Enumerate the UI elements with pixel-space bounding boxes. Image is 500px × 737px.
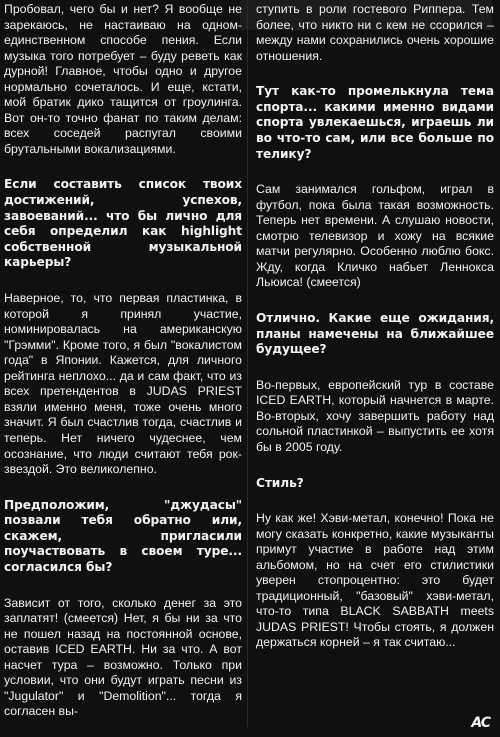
question-paragraph: Тут как-то промелькнула тема спорта... какими именно видами спорта увлекаешься, играешь ли во что-то сам, или все больше по телику? xyxy=(256,84,494,161)
answer-paragraph: Сам занимался гольфом, играл в футбол, пока была такая возможность. Теперь нет времени. А слушаю новости, смотрю телевизор и хожу на всякие матчи регулярно. Особенно люблю бокс. Жду, когда Кличко набьет Леннокса Льюиса! (смеется) xyxy=(256,182,494,290)
answer-paragraph: Зависит от того, сколько денег за это заплатят! (смеется) Нет, я бы ни за что не пошел назад на постоянной основе, оставив ICED EARTH. Ни за что. А вот насчет тура – возможно. Только при условии, что они будут играть песни из "Jugulator" и "Demolition"... тогда я согласен вы- xyxy=(4,595,242,719)
question-paragraph: Стиль? xyxy=(256,475,304,490)
left-column xyxy=(4,2,242,720)
answer-paragraph: ступить в роли гостевого Риппера. Тем более, что никто ни с кем не ссорился – между нами сохранились очень хорошие отношения. xyxy=(256,2,494,63)
column-divider xyxy=(247,2,248,727)
answer-paragraph: Наверное, то, что первая пластинка, в которой я принял участие, номинировалась на американскую "Грэмми". Кроме того, я был "вокалистом года" в Японии. Кажется, для личного рейтинга неплохо... да и сам факт, что из всех претендентов в JUDAS PRIEST взяли именно меня, тоже очень много значит. Я был счастлив тогда, счастлив и теперь. Нет ничего чудеснее, чем осознание, что люди считают тебя рок-звездой. Это великолепно. xyxy=(4,291,242,477)
question-paragraph: Если составить список твоих достижений, успехов, завоеваний... что бы лично для себя определил как highlight собственной музыкальной карьеры? xyxy=(4,177,242,270)
answer-paragraph: Пробовал, чего бы и нет? Я вообще не зарекаюсь, не настаиваю на одном-единственном способе пения. Если музыка того потребует – буду реветь как дурной! Главное, чтобы одно и другое нормально сочеталось. И еще, кстати, мой братик дико тащится от гроулинга. Вот он-то точно фанат по таким делам: всех соседей распугал своими брутальными вокализациями. xyxy=(4,2,242,156)
question-paragraph: Предположим, "джудасы" позвали тебя обратно или, скажем, пригласили поучаствовать в своем туре... согласился бы? xyxy=(4,497,242,574)
question-paragraph: Отлично. Какие еще ожидания, планы намечены на ближайшее будущее? xyxy=(256,310,494,357)
answer-paragraph: Во-первых, европейский тур в составе ICED EARTH, который начнется в марте. Во-вторых, хочу завершить работу над сольной пластинкой – выпустить ее хотя бы в 2005 году. xyxy=(256,377,494,454)
right-column xyxy=(256,2,494,651)
answer-paragraph: Ну как же! Хэви-метал, конечно! Пока не могу сказать конкретно, какие музыканты примут участие в работе над этим альбомом, но на счет его стилистики уверен стопроцентно: это будет традиционный, "базовый" хэви-метал, что-то типа BLACK SABBATH meets JUDAS PRIEST! Чтобы стоять, я должен держаться корней – я так считаю... xyxy=(256,511,494,650)
author-signature: AC xyxy=(471,715,490,731)
